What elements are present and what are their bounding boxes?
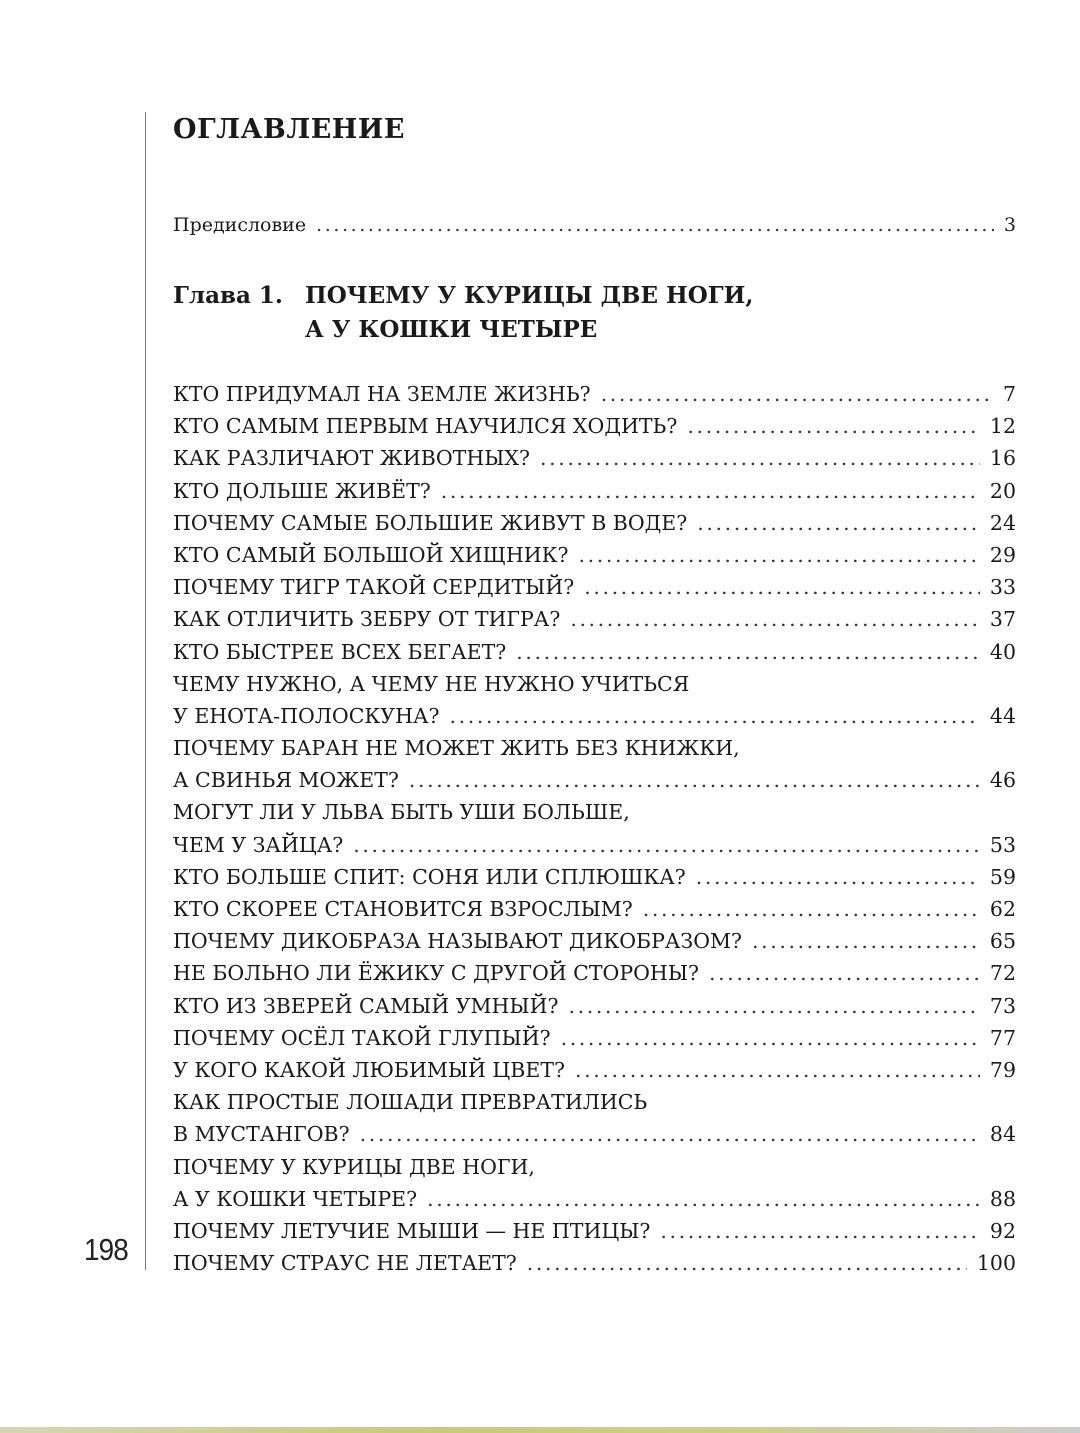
toc-entry — [173, 1215, 1016, 1247]
toc-entry-page: 16 — [989, 446, 1016, 471]
toc-entry-row — [173, 1183, 1016, 1215]
toc-entry-title-line: КАК ПРОСТЫЕ ЛОШАДИ ПРЕВРАТИЛИСЬ — [173, 1090, 648, 1115]
toc-entry — [173, 1054, 1016, 1086]
toc-entry — [173, 1151, 1016, 1215]
toc-entry — [173, 861, 1016, 893]
dot-leader — [752, 925, 980, 957]
toc-entry-row — [173, 539, 1016, 571]
toc-entry-title: ПОЧЕМУ ДИКОБРАЗА НАЗЫВАЮТ ДИКОБРАЗОМ? — [173, 929, 742, 954]
toc-entry-page: 62 — [989, 897, 1016, 921]
toc-entry-page: 24 — [989, 510, 1016, 535]
toc-content — [173, 110, 1016, 1279]
toc-entry-page: 29 — [989, 542, 1016, 567]
toc-entry — [173, 475, 1016, 507]
toc-entry-row — [173, 1215, 1016, 1247]
toc-entry-title-line: МОГУТ ЛИ У ЛЬВА БЫТЬ УШИ БОЛЬШЕ, — [173, 800, 630, 825]
toc-entry-title: ПОЧЕМУ САМЫЕ БОЛЬШИЕ ЖИВУТ В ВОДЕ? — [173, 510, 688, 535]
toc-entry-page: 92 — [989, 1218, 1016, 1243]
toc-entry-page: 53 — [989, 832, 1016, 857]
toc-entry — [173, 957, 1016, 989]
toc-entry-title: ЧЕМ У ЗАЙЦА? — [173, 832, 344, 857]
toc-entry-row — [173, 410, 1016, 442]
toc-entry-title: ПОЧЕМУ ТИГР ТАКОЙ СЕРДИТЫЙ? — [173, 575, 575, 600]
toc-entry-title: КТО ИЗ ЗВЕРЕЙ САМЫЙ УМНЫЙ? — [173, 993, 559, 1018]
dot-leader — [427, 1183, 980, 1215]
dot-leader — [660, 1215, 980, 1247]
toc-entry-page: 88 — [989, 1186, 1016, 1211]
toc-entry-title: У ЕНОТА-ПОЛОСКУНА? — [173, 703, 440, 728]
page-number: 198 — [84, 1232, 128, 1267]
toc-entry-row — [173, 475, 1016, 507]
toc-entry-row — [173, 1118, 1016, 1150]
toc-entry-title: КТО САМЫЙ БОЛЬШОЙ ХИЩНИК? — [173, 542, 569, 567]
dot-leader — [360, 1118, 980, 1150]
toc-entry — [173, 668, 1016, 732]
toc-entry-page: 37 — [989, 607, 1016, 632]
toc-entry-title: ПОЧЕМУ СТРАУС НЕ ЛЕТАЕТ? — [173, 1251, 517, 1276]
scan-edge — [0, 1427, 1080, 1433]
dot-leader — [575, 1054, 980, 1086]
toc-entry — [173, 1086, 1016, 1150]
toc-entry — [173, 1247, 1016, 1279]
toc-entry — [173, 539, 1016, 571]
toc-entry-title: ПОЧЕМУ ОСЁЛ ТАКОЙ ГЛУПЫЙ? — [173, 1025, 551, 1050]
toc-entry-title: КАК ОТЛИЧИТЬ ЗЕБРУ ОТ ТИГРА? — [173, 607, 561, 632]
toc-entry-row — [173, 893, 1016, 925]
dot-leader — [316, 211, 994, 239]
toc-entry-page: 33 — [989, 575, 1016, 600]
toc-entry-title: КТО БОЛЬШЕ СПИТ: СОНЯ ИЛИ СПЛЮШКА? — [173, 864, 686, 889]
toc-entry-row — [173, 764, 1016, 796]
toc-entry-row — [173, 990, 1016, 1022]
dot-leader — [409, 764, 980, 796]
toc-heading: ОГЛАВЛЕНИЕ — [173, 114, 405, 145]
toc-entry-page: 72 — [989, 961, 1016, 986]
toc-entry-page: 7 — [1002, 382, 1016, 406]
dot-leader — [441, 475, 980, 507]
toc-entry-page: 12 — [989, 414, 1016, 439]
dot-leader — [527, 1247, 967, 1279]
toc-entry-title-line: ЧЕМУ НУЖНО, А ЧЕМУ НЕ НУЖНО УЧИТЬСЯ — [173, 671, 690, 696]
toc-entry — [173, 636, 1016, 668]
dot-leader — [584, 571, 980, 603]
dot-leader — [697, 507, 980, 539]
toc-entry — [173, 1022, 1016, 1054]
toc-entry — [173, 442, 1016, 474]
toc-entry-row — [173, 925, 1016, 957]
toc-entry — [173, 732, 1016, 796]
toc-entry-title: КТО СКОРЕЕ СТАНОВИТСЯ ВЗРОСЛЫМ? — [173, 897, 633, 921]
toc-entry-title: КТО САМЫМ ПЕРВЫМ НАУЧИЛСЯ ХОДИТЬ? — [173, 414, 678, 439]
toc-entry-page: 44 — [989, 703, 1016, 728]
toc-entry-row — [173, 507, 1016, 539]
toc-entry-row — [173, 1054, 1016, 1086]
toc-entry-page: 65 — [989, 929, 1016, 954]
dot-leader — [540, 442, 980, 474]
toc-entry — [173, 378, 1016, 410]
toc-entry-row — [173, 442, 1016, 474]
toc-entry-title: НЕ БОЛЬНО ЛИ ЁЖИКУ С ДРУГОЙ СТОРОНЫ? — [173, 961, 699, 986]
dot-leader — [568, 990, 979, 1022]
toc-entry-page: 100 — [976, 1251, 1016, 1276]
toc-entry — [173, 571, 1016, 603]
toc-entry-page: 59 — [989, 864, 1016, 889]
toc-entry — [173, 893, 1016, 925]
margin-rule — [145, 112, 146, 1270]
toc-entry-row — [173, 571, 1016, 603]
toc-entry-title: КТО ДОЛЬШЕ ЖИВЁТ? — [173, 478, 431, 503]
toc-entry-title: КТО БЫСТРЕЕ ВСЕХ БЕГАЕТ? — [173, 639, 507, 664]
toc-entry-title: У КОГО КАКОЙ ЛЮБИМЫЙ ЦВЕТ? — [173, 1057, 565, 1082]
toc-entry-row — [173, 378, 1016, 410]
toc-entry — [173, 507, 1016, 539]
dot-leader — [687, 410, 980, 442]
toc-entry-row — [173, 861, 1016, 893]
toc-entry-row — [173, 636, 1016, 668]
chapter-title-line2: А У КОШКИ ЧЕТЫРЕ — [305, 316, 598, 343]
dot-leader — [561, 1022, 980, 1054]
toc-entry — [173, 925, 1016, 957]
toc-entry-row — [173, 957, 1016, 989]
toc-entry-page: 40 — [989, 639, 1016, 664]
toc-preface-row — [173, 211, 1016, 239]
toc-entry-title-line: ПОЧЕМУ У КУРИЦЫ ДВЕ НОГИ, — [173, 1154, 535, 1179]
toc-entry-row — [173, 603, 1016, 635]
chapter-heading — [173, 279, 1016, 347]
dot-leader — [516, 636, 980, 668]
toc-entry-title: КТО ПРИДУМАЛ НА ЗЕМЛЕ ЖИЗНЬ? — [173, 382, 591, 406]
dot-leader — [570, 603, 980, 635]
toc-entry — [173, 990, 1016, 1022]
toc-entry-page: 84 — [989, 1122, 1016, 1147]
dot-leader — [579, 539, 980, 571]
dot-leader — [449, 700, 979, 732]
toc-entry-title: А У КОШКИ ЧЕТЫРЕ? — [173, 1186, 418, 1211]
toc-entry-page: 73 — [989, 993, 1016, 1018]
toc-entry-row — [173, 1022, 1016, 1054]
chapter-title-line1: ПОЧЕМУ У КУРИЦЫ ДВЕ НОГИ, — [305, 282, 754, 309]
preface-page: 3 — [1003, 214, 1016, 236]
toc-entry-row — [173, 829, 1016, 861]
toc-entry-title: В МУСТАНГОВ? — [173, 1122, 350, 1147]
preface-title: Предисловие — [173, 214, 307, 236]
toc-entry-page: 77 — [989, 1025, 1016, 1050]
toc-entry-row — [173, 700, 1016, 732]
dot-leader — [601, 378, 993, 410]
toc-entry-title: А СВИНЬЯ МОЖЕТ? — [173, 768, 399, 793]
chapter-number: Глава 1. — [173, 282, 283, 309]
toc-entry-title-line: ПОЧЕМУ БАРАН НЕ МОЖЕТ ЖИТЬ БЕЗ КНИЖКИ, — [173, 736, 740, 761]
toc-entry-title: ПОЧЕМУ ЛЕТУЧИЕ МЫШИ — НЕ ПТИЦЫ? — [173, 1218, 651, 1243]
toc-entry — [173, 796, 1016, 860]
dot-leader — [696, 861, 980, 893]
toc-entry-row — [173, 1247, 1016, 1279]
toc-entry — [173, 410, 1016, 442]
toc-entry-page: 46 — [989, 768, 1016, 793]
toc-entry-page: 79 — [989, 1057, 1016, 1082]
dot-leader — [353, 829, 980, 861]
dot-leader — [709, 957, 980, 989]
dot-leader — [643, 893, 980, 925]
toc-entries — [173, 378, 1016, 1279]
toc-entry — [173, 603, 1016, 635]
toc-entry-title: КАК РАЗЛИЧАЮТ ЖИВОТНЫХ? — [173, 446, 530, 471]
toc-entry-page: 20 — [989, 478, 1016, 503]
